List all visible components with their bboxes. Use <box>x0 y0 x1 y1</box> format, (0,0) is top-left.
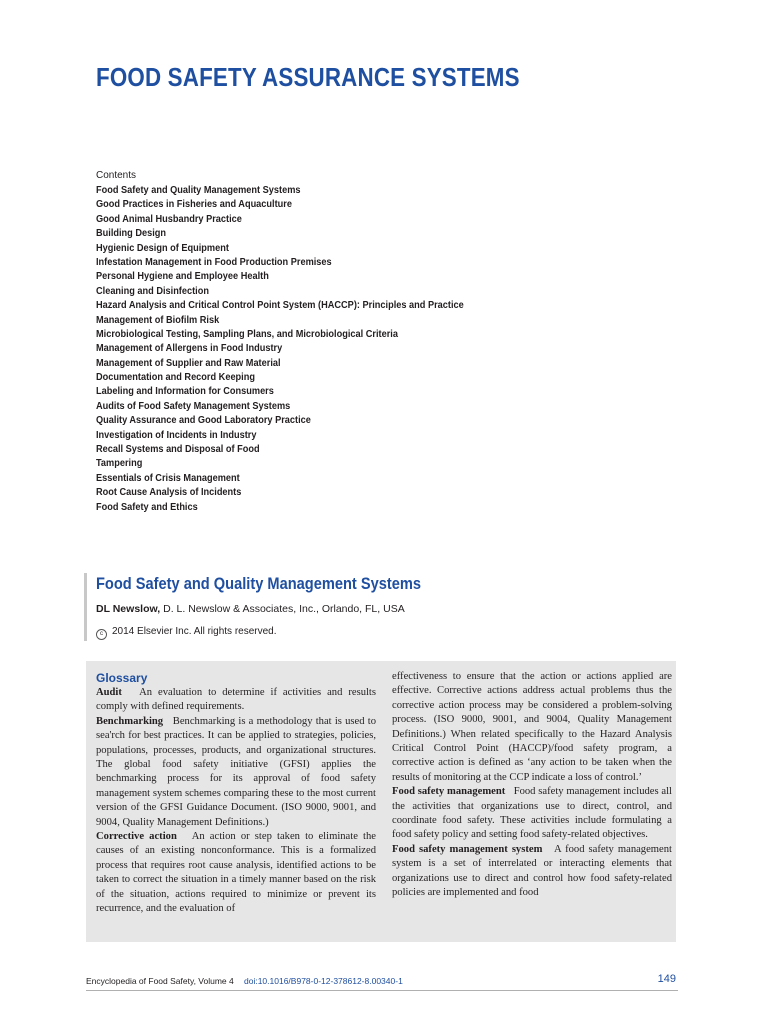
toc-item[interactable] <box>96 213 496 227</box>
toc-item-label: Audits of Food Safety Management Systems <box>96 400 291 412</box>
toc-item[interactable] <box>96 371 496 385</box>
glossary-entry <box>96 830 379 916</box>
toc-item-label: Good Practices in Fisheries and Aquaculture <box>96 199 292 211</box>
author-name: DL Newslow, <box>96 603 161 615</box>
article-header-bar <box>84 573 87 641</box>
toc-item[interactable] <box>96 443 496 457</box>
toc-item[interactable] <box>96 184 496 198</box>
toc-item[interactable] <box>96 256 496 270</box>
article-title: Food Safety and Quality Management Systems <box>96 574 421 593</box>
toc-item[interactable] <box>96 328 496 342</box>
toc-item[interactable] <box>96 501 496 515</box>
toc-item-label: Building Design <box>96 228 167 240</box>
toc-item[interactable] <box>96 198 496 212</box>
glossary-heading: Glossary <box>96 671 148 685</box>
toc-item-label: Infestation Management in Food Production Premises <box>96 256 332 268</box>
toc-item-label: Labeling and Information for Consumers <box>96 386 274 398</box>
toc-item[interactable] <box>96 385 496 399</box>
author-line <box>96 603 405 615</box>
glossary-entry <box>96 715 379 830</box>
glossary-entry <box>392 785 675 843</box>
toc-item-label: Microbiological Testing, Sampling Plans, and Microbiological Criteria <box>96 328 398 340</box>
toc-item[interactable] <box>96 299 496 313</box>
glossary-entry <box>392 670 675 785</box>
glossary-definition: Benchmarking is a methodology that is used to sea'rch for best practices. It can be applied to strategies, policies, populations, processes, products, and organizational structures. The global food safety initiative (GFSI) applies the benchmarking process for its approval of food safety management system schemes comparing these to the most current version of the GFSI Guidance Document. (ISO 9000, 9001, and 9004, Quality Management Definitions.) <box>96 715 379 828</box>
glossary-column-right <box>392 670 675 901</box>
toc-item[interactable] <box>96 357 496 371</box>
glossary-term: Corrective action <box>96 831 177 843</box>
copyright-icon: c <box>96 629 107 640</box>
glossary-definition: A food safety management system is a set of interrelated or interacting elements that organizations use to direct and control how food safety-related policies are implemented and food <box>392 843 675 899</box>
toc-item[interactable] <box>96 486 496 500</box>
footer-doi-link[interactable]: doi:10.1016/B978-0-12-378612-8.00340-1 <box>244 976 403 986</box>
toc-item-label: Quality Assurance and Good Laboratory Practice <box>96 415 311 427</box>
toc-item-label: Management of Allergens in Food Industry <box>96 343 283 355</box>
toc-item-label: Recall Systems and Disposal of Food <box>96 444 260 456</box>
toc-item[interactable] <box>96 400 496 414</box>
glossary-term: Food safety management <box>392 786 506 798</box>
toc-item[interactable] <box>96 285 496 299</box>
glossary-definition: An action or step taken to eliminate the causes of an existing nonconformance. This is a formalized process that requires root cause analysis, identified actions to be taken to correct the situation in a timely manner based on the risk of the situation, actions required to minimize or prevent its recurrence, and the evaluation of <box>96 831 379 915</box>
toc-item[interactable] <box>96 270 496 284</box>
page-number: 149 <box>657 973 676 985</box>
toc-item-label: Tampering <box>96 458 143 470</box>
toc-item[interactable] <box>96 314 496 328</box>
footer-divider <box>86 990 678 991</box>
author-affiliation: D. L. Newslow & Associates, Inc., Orlando, FL, USA <box>160 603 405 615</box>
glossary-entry <box>96 686 379 715</box>
toc-item[interactable] <box>96 429 496 443</box>
toc-item-label: Food Safety and Ethics <box>96 501 198 513</box>
toc-item-label: Good Animal Husbandry Practice <box>96 213 242 225</box>
glossary-term: Food safety management system <box>392 843 543 855</box>
glossary-entry <box>392 843 675 901</box>
toc-item-label: Hygienic Design of Equipment <box>96 242 229 254</box>
toc-item-label: Management of Biofilm Risk <box>96 314 220 326</box>
copyright-line <box>96 626 277 640</box>
copyright-text: 2014 Elsevier Inc. All rights reserved. <box>112 626 277 637</box>
toc-item-label: Management of Supplier and Raw Material <box>96 357 281 369</box>
toc-item[interactable] <box>96 457 496 471</box>
toc-item[interactable] <box>96 227 496 241</box>
toc-item-label: Personal Hygiene and Employee Health <box>96 271 269 283</box>
table-of-contents <box>96 184 496 515</box>
toc-item-label: Food Safety and Quality Management Systems <box>96 185 301 196</box>
toc-item-label: Documentation and Record Keeping <box>96 372 255 384</box>
toc-item[interactable] <box>96 342 496 356</box>
contents-heading: Contents <box>96 170 137 181</box>
page-title: FOOD SAFETY ASSURANCE SYSTEMS <box>96 62 520 92</box>
glossary-definition: Food safety management includes all the activities that organizations use to direct, control, and coordinate food safety. These activities include formulating a food safety policy and setting food safety-related objectives. <box>392 786 675 841</box>
glossary-term: Benchmarking <box>96 715 164 727</box>
glossary-column-left <box>96 686 379 917</box>
glossary-term: Audit <box>96 687 122 698</box>
toc-item-label: Investigation of Incidents in Industry <box>96 429 257 441</box>
toc-item-label: Hazard Analysis and Critical Control Point System (HACCP): Principles and Practice <box>96 300 464 312</box>
footer-journal: Encyclopedia of Food Safety, Volume 4 <box>86 976 234 986</box>
glossary-definition: effectiveness to ensure that the action or actions applied are effective. Corrective actions address actual problems thus the corrective action process may be considered a problem-solving process. (ISO 9000, 9001, and 9004, Quality Management Definitions.) When related specifically to the Hazard Analysis Critical Control Point (HACCP)/food safety program, a corrective action is defined as ‘any action to be taken when the results of monitoring at the CCP indicate a loss of control.’ <box>392 671 675 783</box>
glossary-definition: An evaluation to determine if activities and results comply with defined requirements. <box>96 687 379 713</box>
toc-item[interactable] <box>96 472 496 486</box>
toc-item[interactable] <box>96 242 496 256</box>
toc-item-label: Cleaning and Disinfection <box>96 285 209 297</box>
toc-item[interactable] <box>96 414 496 428</box>
toc-item-label: Essentials of Crisis Management <box>96 472 240 484</box>
toc-item-label: Root Cause Analysis of Incidents <box>96 487 242 499</box>
